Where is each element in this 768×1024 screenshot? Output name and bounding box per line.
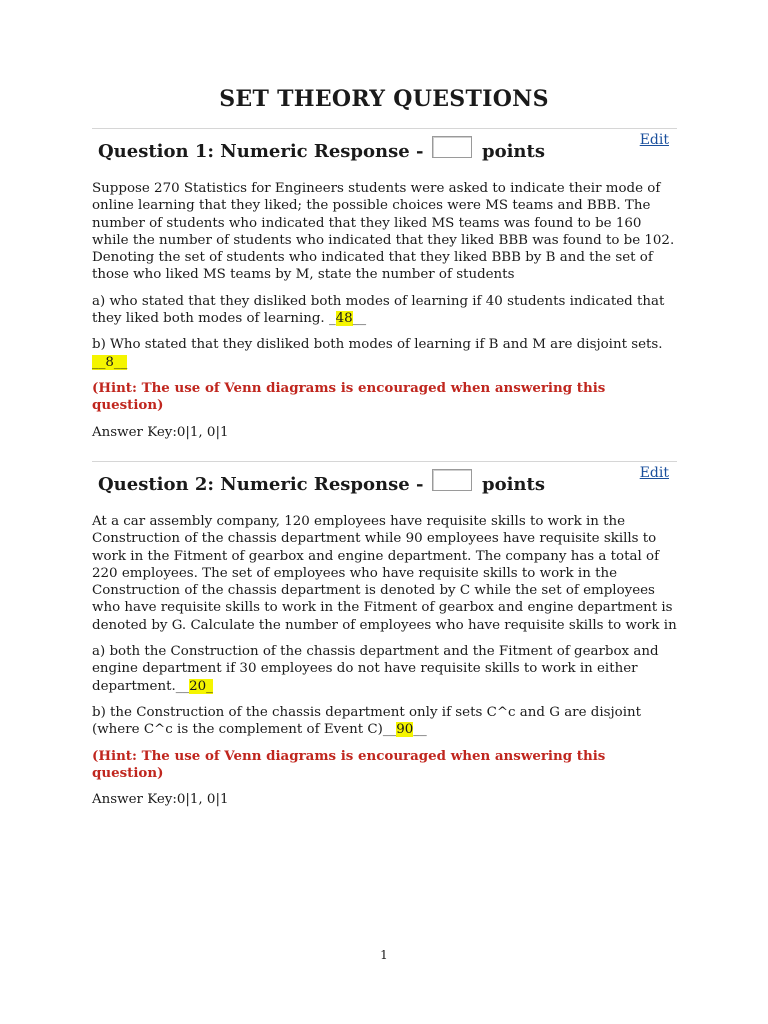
part-b [92, 704, 677, 739]
answer-key: Answer Key:0|1, 0|1 [92, 792, 229, 808]
question-2 [92, 461, 677, 841]
question-1 [92, 128, 677, 458]
question-body [92, 180, 677, 450]
part-b [92, 336, 677, 371]
answer-key: Answer Key:0|1, 0|1 [92, 424, 229, 440]
part-a-answer: 48 [335, 311, 353, 327]
edit-link[interactable]: Edit [639, 465, 669, 481]
question-heading [98, 469, 545, 495]
part-b-text: b) the Construction of the chassis department only if sets C^c and G are disjoint (where C^c is the complement of Event C)__ [92, 704, 641, 738]
part-b-answer: __8__ [92, 354, 128, 370]
question-heading-prefix: Question 2: Numeric Response - [98, 474, 424, 495]
points-input[interactable] [432, 136, 472, 158]
points-input[interactable] [432, 469, 472, 491]
part-a-answer: 20_ [189, 678, 213, 694]
document-title: SET THEORY QUESTIONS [219, 86, 549, 112]
question-prompt: Suppose 270 Statistics for Engineers students were asked to indicate their mode of online learning that they liked; the possible choices were MS teams and BBB. The number of students who indicated that they liked MS teams was found to be 160 while the number of students who indicated that they liked BBB was found to be 102. Denoting the set of students who indicated that they liked BBB by B and the set of those who liked MS teams by M, state the number of students [92, 181, 675, 283]
question-heading-suffix: points [482, 474, 545, 495]
part-a [92, 293, 677, 328]
question-divider [92, 461, 677, 462]
question-divider [92, 128, 677, 129]
part-a-text: a) both the Construction of the chassis department and the Fitment of gearbox and engine department if 30 employees do not have requisite skills to work in either department.__ [92, 644, 659, 694]
question-heading-prefix: Question 1: Numeric Response - [98, 141, 424, 162]
question-heading [98, 136, 545, 162]
edit-link[interactable]: Edit [639, 132, 669, 148]
hint-text: (Hint: The use of Venn diagrams is encouraged when answering this question) [92, 379, 606, 414]
question-heading-suffix: points [482, 141, 545, 162]
part-b-tail: __ [413, 722, 427, 738]
part-b-answer: 90 [396, 722, 414, 738]
part-a-text: a) who stated that they disliked both modes of learning if 40 students indicated that they liked both modes of learning. _ [92, 293, 665, 327]
question-prompt: At a car assembly company, 120 employees have requisite skills to work in the Construction of the chassis department while 90 employees have requisite skills to work in the Fitment of gearbox and engine department. The company has a total of 220 employees. The set of employees who have requisite skills to work in the Construction of the chassis department is denoted by C while the set of employees who have requisite skills to work in the Fitment of gearbox and engine department is denoted by G. Calculate the number of employees who have requisite skills to work in [92, 514, 677, 633]
part-a [92, 643, 677, 695]
part-a-tail: __ [352, 311, 367, 327]
part-b-text: b) Who stated that they disliked both modes of learning if B and M are disjoint sets. [92, 337, 663, 353]
hint-text: (Hint: The use of Venn diagrams is encouraged when answering this question) [92, 747, 606, 781]
page-number: 1 [380, 948, 388, 962]
question-body [92, 513, 677, 817]
